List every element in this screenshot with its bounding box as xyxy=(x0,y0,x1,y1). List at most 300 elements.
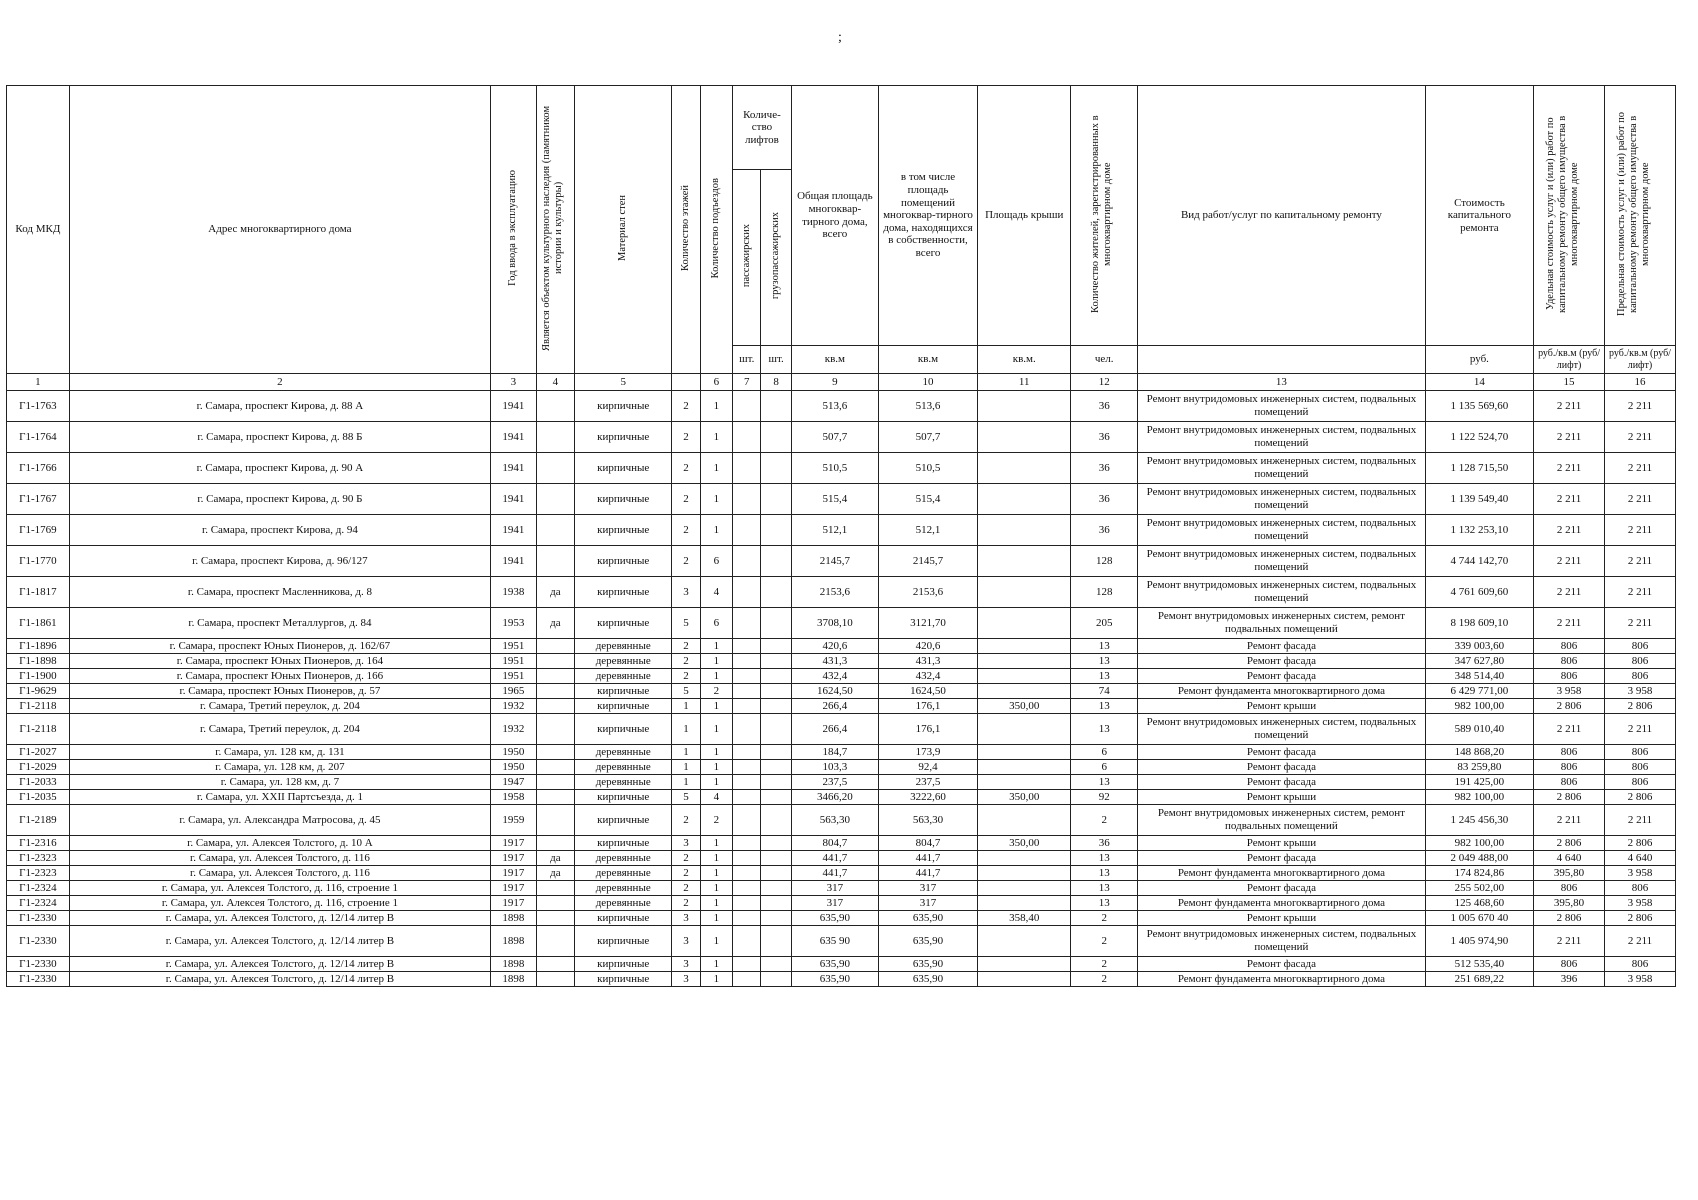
cell-floors: 1 xyxy=(672,699,700,714)
cell-code: Г1-1817 xyxy=(7,577,70,608)
cell-max-cost: 2 211 xyxy=(1604,608,1675,639)
cell-roof-area xyxy=(978,577,1071,608)
cell-heritage xyxy=(536,714,574,745)
cell-residents: 2 xyxy=(1071,911,1138,926)
header-floors: Количество этажей xyxy=(672,86,700,374)
table-row xyxy=(7,714,1676,745)
table-row xyxy=(7,577,1676,608)
cell-heritage xyxy=(536,654,574,669)
cell-cost: 1 122 524,70 xyxy=(1425,422,1533,453)
cell-entrances: 1 xyxy=(700,926,732,957)
cell-material: кирпичные xyxy=(575,546,672,577)
cell-work-type: Ремонт внутридомовых инженерных систем, подвальных помещений xyxy=(1138,577,1426,608)
cell-material: кирпичные xyxy=(575,699,672,714)
cell-freight-elevators xyxy=(761,654,791,669)
cell-address: г. Самара, ул. Александра Матросова, д. 45 xyxy=(69,805,490,836)
cell-year: 1941 xyxy=(491,515,537,546)
unit-rub-sqm: руб./кв.м (руб/лифт) xyxy=(1534,346,1605,374)
cell-address: г. Самара, ул. Алексея Толстого, д. 116, строение 1 xyxy=(69,881,490,896)
cell-passenger-elevators xyxy=(733,775,761,790)
cell-owned-area: 420,6 xyxy=(878,639,977,654)
cell-entrances: 1 xyxy=(700,422,732,453)
cell-material: деревянные xyxy=(575,851,672,866)
cell-residents: 13 xyxy=(1071,775,1138,790)
cell-unit-cost: 806 xyxy=(1534,669,1605,684)
cell-residents: 13 xyxy=(1071,881,1138,896)
table-row xyxy=(7,911,1676,926)
cell-year: 1959 xyxy=(491,805,537,836)
cell-year: 1917 xyxy=(491,866,537,881)
cell-owned-area: 635,90 xyxy=(878,972,977,987)
table-row xyxy=(7,881,1676,896)
cell-code: Г1-2027 xyxy=(7,745,70,760)
cell-cost: 589 010,40 xyxy=(1425,714,1533,745)
cell-unit-cost: 2 211 xyxy=(1534,805,1605,836)
cell-code: Г1-2029 xyxy=(7,760,70,775)
cell-material: кирпичные xyxy=(575,577,672,608)
cell-year: 1958 xyxy=(491,790,537,805)
cell-max-cost: 806 xyxy=(1604,669,1675,684)
cell-roof-area xyxy=(978,805,1071,836)
cell-owned-area: 2153,6 xyxy=(878,577,977,608)
cell-unit-cost: 806 xyxy=(1534,760,1605,775)
cell-max-cost: 806 xyxy=(1604,654,1675,669)
cell-address: г. Самара, проспект Кирова, д. 96/127 xyxy=(69,546,490,577)
cell-floors: 3 xyxy=(672,926,700,957)
cell-code: Г1-1767 xyxy=(7,484,70,515)
cell-code: Г1-2118 xyxy=(7,714,70,745)
cell-code: Г1-1769 xyxy=(7,515,70,546)
cell-material: кирпичные xyxy=(575,911,672,926)
cell-max-cost: 2 806 xyxy=(1604,790,1675,805)
cell-entrances: 1 xyxy=(700,881,732,896)
cell-floors: 2 xyxy=(672,639,700,654)
table-row xyxy=(7,926,1676,957)
cell-freight-elevators xyxy=(761,391,791,422)
cell-freight-elevators xyxy=(761,911,791,926)
cell-floors: 3 xyxy=(672,577,700,608)
cell-address: г. Самара, Третий переулок, д. 204 xyxy=(69,714,490,745)
cell-total-area: 3466,20 xyxy=(791,790,878,805)
cell-unit-cost: 2 211 xyxy=(1534,453,1605,484)
cell-floors: 5 xyxy=(672,684,700,699)
cell-passenger-elevators xyxy=(733,684,761,699)
cell-roof-area xyxy=(978,391,1071,422)
cell-freight-elevators xyxy=(761,608,791,639)
cell-material: деревянные xyxy=(575,669,672,684)
cell-roof-area xyxy=(978,515,1071,546)
cell-heritage xyxy=(536,957,574,972)
cell-material: кирпичные xyxy=(575,608,672,639)
cell-material: деревянные xyxy=(575,745,672,760)
cell-floors: 2 xyxy=(672,881,700,896)
cell-work-type: Ремонт внутридомовых инженерных систем, подвальных помещений xyxy=(1138,422,1426,453)
table-row xyxy=(7,484,1676,515)
cell-total-area: 184,7 xyxy=(791,745,878,760)
cell-residents: 13 xyxy=(1071,714,1138,745)
cell-roof-area xyxy=(978,654,1071,669)
cell-cost: 4 744 142,70 xyxy=(1425,546,1533,577)
cell-owned-area: 317 xyxy=(878,896,977,911)
cell-year: 1932 xyxy=(491,714,537,745)
cell-heritage xyxy=(536,972,574,987)
cell-address: г. Самара, ул. Алексея Толстого, д. 12/14 литер В xyxy=(69,911,490,926)
cell-heritage xyxy=(536,790,574,805)
cell-heritage xyxy=(536,639,574,654)
cell-material: деревянные xyxy=(575,775,672,790)
cell-unit-cost: 2 211 xyxy=(1534,926,1605,957)
cell-material: кирпичные xyxy=(575,972,672,987)
cell-total-area: 515,4 xyxy=(791,484,878,515)
cell-work-type: Ремонт фундамента многоквартирного дома xyxy=(1138,972,1426,987)
cell-residents: 13 xyxy=(1071,654,1138,669)
cell-address: г. Самара, ул. Алексея Толстого, д. 12/14 литер В xyxy=(69,957,490,972)
cell-cost: 2 049 488,00 xyxy=(1425,851,1533,866)
cell-code: Г1-2323 xyxy=(7,851,70,866)
cell-material: кирпичные xyxy=(575,391,672,422)
cell-passenger-elevators xyxy=(733,577,761,608)
table-row xyxy=(7,851,1676,866)
cell-roof-area xyxy=(978,546,1071,577)
unit-people: чел. xyxy=(1071,346,1138,374)
cell-total-area: 431,3 xyxy=(791,654,878,669)
cell-unit-cost: 2 806 xyxy=(1534,699,1605,714)
column-number: 3 xyxy=(491,374,537,391)
cell-heritage xyxy=(536,391,574,422)
cell-entrances: 4 xyxy=(700,577,732,608)
table-row xyxy=(7,745,1676,760)
cell-entrances: 1 xyxy=(700,453,732,484)
table-row xyxy=(7,546,1676,577)
cell-entrances: 1 xyxy=(700,745,732,760)
unit-empty xyxy=(1138,346,1426,374)
cell-entrances: 2 xyxy=(700,684,732,699)
cell-address: г. Самара, проспект Юных Пионеров, д. 166 xyxy=(69,669,490,684)
cell-passenger-elevators xyxy=(733,391,761,422)
cell-cost: 1 132 253,10 xyxy=(1425,515,1533,546)
cell-owned-area: 176,1 xyxy=(878,714,977,745)
cell-floors: 2 xyxy=(672,669,700,684)
cell-entrances: 1 xyxy=(700,515,732,546)
unit-pcs: шт. xyxy=(761,346,791,374)
cell-max-cost: 3 958 xyxy=(1604,972,1675,987)
cell-freight-elevators xyxy=(761,926,791,957)
cell-max-cost: 806 xyxy=(1604,760,1675,775)
cell-total-area: 512,1 xyxy=(791,515,878,546)
cell-total-area: 513,6 xyxy=(791,391,878,422)
cell-roof-area: 350,00 xyxy=(978,790,1071,805)
cell-entrances: 1 xyxy=(700,866,732,881)
cell-floors: 3 xyxy=(672,972,700,987)
cell-cost: 4 761 609,60 xyxy=(1425,577,1533,608)
cell-owned-area: 563,30 xyxy=(878,805,977,836)
cell-freight-elevators xyxy=(761,790,791,805)
cell-total-area: 635 90 xyxy=(791,926,878,957)
cell-address: г. Самара, проспект Металлургов, д. 84 xyxy=(69,608,490,639)
cell-owned-area: 92,4 xyxy=(878,760,977,775)
cell-year: 1932 xyxy=(491,699,537,714)
cell-floors: 2 xyxy=(672,896,700,911)
header-entrances: Количество подъездов xyxy=(700,86,732,374)
cell-roof-area: 358,40 xyxy=(978,911,1071,926)
cell-roof-area xyxy=(978,745,1071,760)
cell-residents: 13 xyxy=(1071,669,1138,684)
cell-heritage xyxy=(536,745,574,760)
cell-owned-area: 176,1 xyxy=(878,699,977,714)
cell-unit-cost: 2 806 xyxy=(1534,836,1605,851)
cell-passenger-elevators xyxy=(733,805,761,836)
cell-max-cost: 2 211 xyxy=(1604,546,1675,577)
table-row xyxy=(7,836,1676,851)
cell-unit-cost: 2 806 xyxy=(1534,790,1605,805)
header-year: Год ввода в эксплуатацию xyxy=(491,86,537,374)
cell-unit-cost: 396 xyxy=(1534,972,1605,987)
cell-owned-area: 635,90 xyxy=(878,911,977,926)
cell-owned-area: 317 xyxy=(878,881,977,896)
header-material: Материал стен xyxy=(575,86,672,374)
cell-freight-elevators xyxy=(761,957,791,972)
cell-code: Г1-2316 xyxy=(7,836,70,851)
cell-passenger-elevators xyxy=(733,911,761,926)
cell-passenger-elevators xyxy=(733,896,761,911)
header-roof-area: Площадь крыши xyxy=(978,86,1071,346)
cell-work-type: Ремонт фундамента многоквартирного дома xyxy=(1138,896,1426,911)
cell-material: деревянные xyxy=(575,881,672,896)
cell-year: 1917 xyxy=(491,881,537,896)
cell-address: г. Самара, ул. Алексея Толстого, д. 116 xyxy=(69,851,490,866)
cell-owned-area: 173,9 xyxy=(878,745,977,760)
cell-heritage xyxy=(536,453,574,484)
column-number: 5 xyxy=(575,374,672,391)
cell-code: Г1-2189 xyxy=(7,805,70,836)
cell-total-area: 635,90 xyxy=(791,972,878,987)
cell-heritage xyxy=(536,881,574,896)
table-row xyxy=(7,669,1676,684)
cell-residents: 13 xyxy=(1071,851,1138,866)
cell-freight-elevators xyxy=(761,669,791,684)
cell-work-type: Ремонт крыши xyxy=(1138,790,1426,805)
cell-code: Г1-2035 xyxy=(7,790,70,805)
cell-unit-cost: 806 xyxy=(1534,745,1605,760)
cell-passenger-elevators xyxy=(733,639,761,654)
cell-freight-elevators xyxy=(761,851,791,866)
cell-heritage: да xyxy=(536,608,574,639)
cell-max-cost: 2 211 xyxy=(1604,453,1675,484)
cell-passenger-elevators xyxy=(733,484,761,515)
cell-floors: 3 xyxy=(672,836,700,851)
cell-unit-cost: 806 xyxy=(1534,775,1605,790)
cell-owned-area: 2145,7 xyxy=(878,546,977,577)
cell-unit-cost: 2 211 xyxy=(1534,714,1605,745)
cell-unit-cost: 806 xyxy=(1534,639,1605,654)
cell-passenger-elevators xyxy=(733,714,761,745)
cell-roof-area xyxy=(978,881,1071,896)
cell-owned-area: 507,7 xyxy=(878,422,977,453)
column-number: 11 xyxy=(978,374,1071,391)
cell-owned-area: 515,4 xyxy=(878,484,977,515)
cell-floors: 1 xyxy=(672,714,700,745)
cell-cost: 1 245 456,30 xyxy=(1425,805,1533,836)
cell-heritage xyxy=(536,896,574,911)
cell-cost: 6 429 771,00 xyxy=(1425,684,1533,699)
cell-owned-area: 510,5 xyxy=(878,453,977,484)
cell-material: кирпичные xyxy=(575,714,672,745)
table-header xyxy=(7,86,1676,391)
header-unit-cost: Удельная стоимость услуг и (или) работ по капитальному ремонту общего имущества в многоквартирном доме xyxy=(1534,86,1605,346)
cell-material: кирпичные xyxy=(575,926,672,957)
cell-owned-area: 513,6 xyxy=(878,391,977,422)
cell-work-type: Ремонт фасада xyxy=(1138,851,1426,866)
cell-entrances: 1 xyxy=(700,654,732,669)
cell-entrances: 1 xyxy=(700,957,732,972)
cell-material: деревянные xyxy=(575,654,672,669)
cell-unit-cost: 395,80 xyxy=(1534,866,1605,881)
cell-address: г. Самара, ул. Алексея Толстого, д. 12/14 литер В xyxy=(69,972,490,987)
cell-freight-elevators xyxy=(761,775,791,790)
cell-freight-elevators xyxy=(761,972,791,987)
cell-total-area: 103,3 xyxy=(791,760,878,775)
cell-owned-area: 635,90 xyxy=(878,957,977,972)
cell-floors: 2 xyxy=(672,453,700,484)
cell-owned-area: 3222,60 xyxy=(878,790,977,805)
cell-material: деревянные xyxy=(575,896,672,911)
cell-freight-elevators xyxy=(761,422,791,453)
cell-residents: 36 xyxy=(1071,484,1138,515)
cell-work-type: Ремонт фасада xyxy=(1138,745,1426,760)
cell-total-area: 420,6 xyxy=(791,639,878,654)
cell-max-cost: 3 958 xyxy=(1604,866,1675,881)
cell-work-type: Ремонт внутридомовых инженерных систем, подвальных помещений xyxy=(1138,484,1426,515)
cell-owned-area: 1624,50 xyxy=(878,684,977,699)
cell-max-cost: 2 211 xyxy=(1604,805,1675,836)
cell-residents: 36 xyxy=(1071,391,1138,422)
cell-work-type: Ремонт внутридомовых инженерных систем, подвальных помещений xyxy=(1138,453,1426,484)
cell-freight-elevators xyxy=(761,577,791,608)
table-row xyxy=(7,699,1676,714)
cell-year: 1965 xyxy=(491,684,537,699)
cell-code: Г1-1764 xyxy=(7,422,70,453)
cell-residents: 2 xyxy=(1071,972,1138,987)
cell-year: 1941 xyxy=(491,484,537,515)
cell-address: г. Самара, проспект Кирова, д. 94 xyxy=(69,515,490,546)
cell-roof-area xyxy=(978,669,1071,684)
cell-total-area: 1624,50 xyxy=(791,684,878,699)
cell-freight-elevators xyxy=(761,714,791,745)
column-number: 7 xyxy=(733,374,761,391)
cell-work-type: Ремонт фасада xyxy=(1138,639,1426,654)
cell-cost: 347 627,80 xyxy=(1425,654,1533,669)
cell-entrances: 1 xyxy=(700,851,732,866)
cell-heritage xyxy=(536,760,574,775)
cell-max-cost: 2 211 xyxy=(1604,926,1675,957)
cell-code: Г1-1900 xyxy=(7,669,70,684)
cell-roof-area xyxy=(978,866,1071,881)
cell-year: 1898 xyxy=(491,911,537,926)
cell-floors: 1 xyxy=(672,745,700,760)
cell-entrances: 1 xyxy=(700,911,732,926)
cell-max-cost: 806 xyxy=(1604,881,1675,896)
cell-residents: 36 xyxy=(1071,515,1138,546)
cell-residents: 2 xyxy=(1071,926,1138,957)
cell-cost: 125 468,60 xyxy=(1425,896,1533,911)
cell-work-type: Ремонт фасада xyxy=(1138,760,1426,775)
cell-roof-area: 350,00 xyxy=(978,699,1071,714)
cell-residents: 6 xyxy=(1071,745,1138,760)
cell-max-cost: 2 806 xyxy=(1604,699,1675,714)
header-total-area: Общая площадь многоквар-тирного дома, всего xyxy=(791,86,878,346)
cell-residents: 6 xyxy=(1071,760,1138,775)
column-number: 1 xyxy=(7,374,70,391)
cell-total-area: 3708,10 xyxy=(791,608,878,639)
cell-year: 1941 xyxy=(491,391,537,422)
cell-heritage xyxy=(536,911,574,926)
cell-freight-elevators xyxy=(761,699,791,714)
cell-year: 1898 xyxy=(491,957,537,972)
cell-address: г. Самара, проспект Юных Пионеров, д. 57 xyxy=(69,684,490,699)
cell-code: Г1-9629 xyxy=(7,684,70,699)
cell-max-cost: 806 xyxy=(1604,775,1675,790)
cell-material: кирпичные xyxy=(575,957,672,972)
cell-passenger-elevators xyxy=(733,866,761,881)
cell-heritage: да xyxy=(536,577,574,608)
cell-entrances: 2 xyxy=(700,805,732,836)
table-row xyxy=(7,515,1676,546)
cell-residents: 128 xyxy=(1071,577,1138,608)
cell-material: деревянные xyxy=(575,639,672,654)
cell-unit-cost: 2 211 xyxy=(1534,577,1605,608)
cell-residents: 13 xyxy=(1071,639,1138,654)
cell-owned-area: 441,7 xyxy=(878,851,977,866)
cell-heritage xyxy=(536,422,574,453)
cell-unit-cost: 2 211 xyxy=(1534,391,1605,422)
cell-heritage xyxy=(536,546,574,577)
cell-freight-elevators xyxy=(761,484,791,515)
cell-total-area: 317 xyxy=(791,881,878,896)
cell-address: г. Самара, проспект Кирова, д. 88 Б xyxy=(69,422,490,453)
cell-passenger-elevators xyxy=(733,608,761,639)
cell-code: Г1-2330 xyxy=(7,926,70,957)
cell-year: 1950 xyxy=(491,745,537,760)
cell-passenger-elevators xyxy=(733,453,761,484)
cell-freight-elevators xyxy=(761,546,791,577)
table-row xyxy=(7,805,1676,836)
cell-residents: 13 xyxy=(1071,699,1138,714)
header-work-type: Вид работ/услуг по капитальному ремонту xyxy=(1138,86,1426,346)
cell-owned-area: 441,7 xyxy=(878,866,977,881)
cell-unit-cost: 2 211 xyxy=(1534,546,1605,577)
cell-material: кирпичные xyxy=(575,805,672,836)
cell-cost: 512 535,40 xyxy=(1425,957,1533,972)
cell-year: 1941 xyxy=(491,546,537,577)
header-freight: грузопассажирских xyxy=(761,170,791,346)
cell-total-area: 507,7 xyxy=(791,422,878,453)
cell-total-area: 804,7 xyxy=(791,836,878,851)
cell-residents: 2 xyxy=(1071,805,1138,836)
cell-work-type: Ремонт фасада xyxy=(1138,775,1426,790)
cell-freight-elevators xyxy=(761,745,791,760)
cell-year: 1947 xyxy=(491,775,537,790)
cell-entrances: 1 xyxy=(700,699,732,714)
cell-year: 1917 xyxy=(491,836,537,851)
cell-cost: 1 135 569,60 xyxy=(1425,391,1533,422)
cell-year: 1951 xyxy=(491,654,537,669)
cell-year: 1938 xyxy=(491,577,537,608)
cell-code: Г1-1763 xyxy=(7,391,70,422)
table-row xyxy=(7,775,1676,790)
cell-roof-area xyxy=(978,684,1071,699)
cell-heritage xyxy=(536,669,574,684)
cell-total-area: 317 xyxy=(791,896,878,911)
